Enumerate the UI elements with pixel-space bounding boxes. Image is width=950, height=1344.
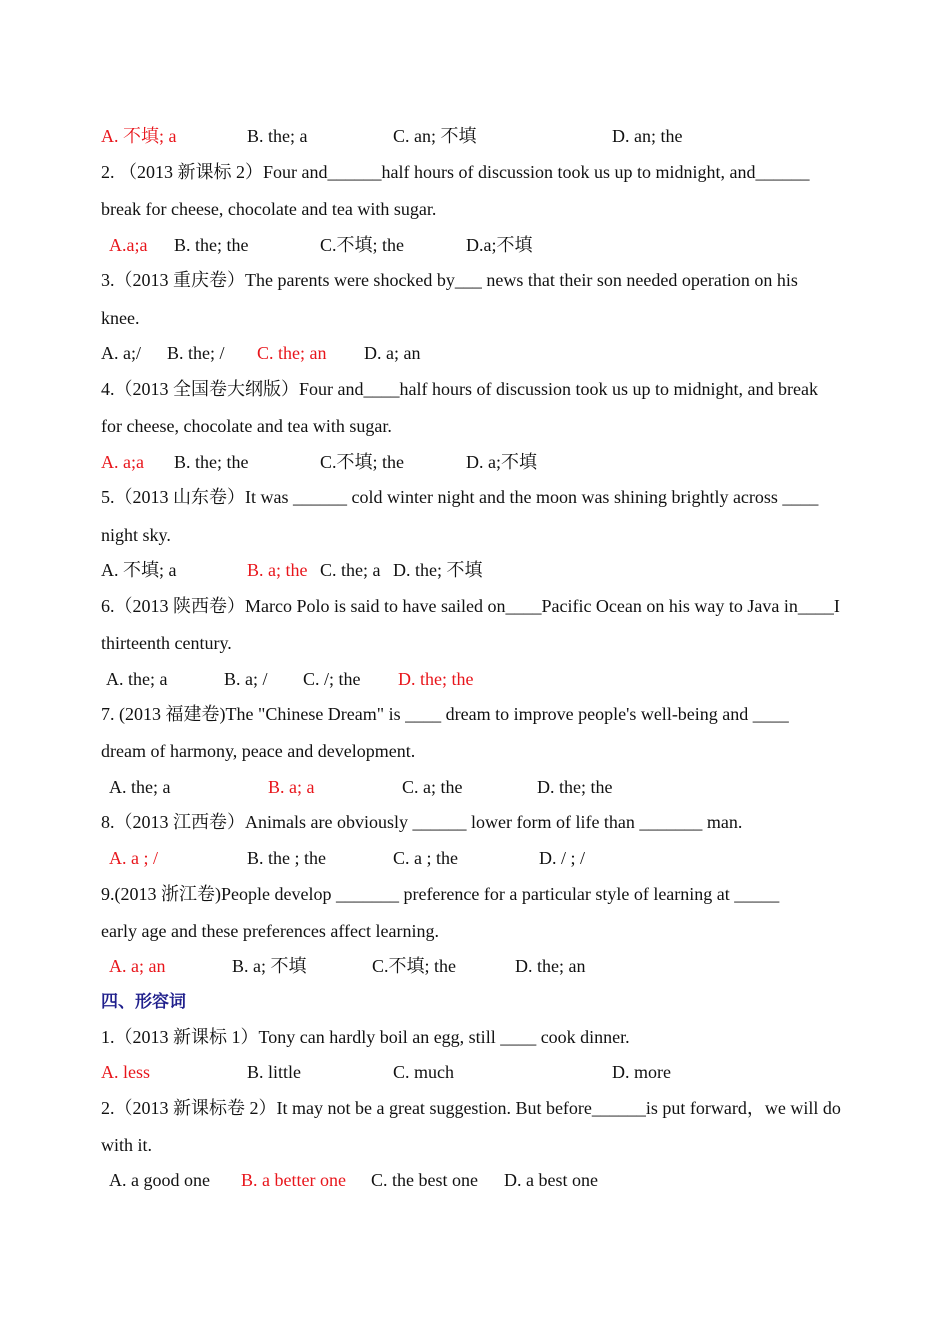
question-text: thirteenth century. (101, 633, 232, 653)
question-text: break for cheese, chocolate and tea with sugar. (101, 199, 437, 219)
answer-option: B. the ; the (247, 848, 326, 868)
answer-option-correct: A. a ; / (109, 848, 158, 868)
question-text: 9.(2013 浙江卷)People develop _______ preference for a particular style of learning at _____ (101, 884, 780, 904)
answer-option: C. the best one (371, 1170, 478, 1190)
answer-option: B. a; / (224, 669, 268, 689)
question-text: dream of harmony, peace and development. (101, 741, 416, 761)
question-text: 6.（2013 陕西卷）Marco Polo is said to have sailed on____Pacific Ocean on his way to Java in____I (101, 596, 840, 616)
answer-option: D. the; 不填 (393, 560, 483, 580)
section-heading: 四、形容词 (101, 992, 186, 1012)
answer-option: D. more (612, 1062, 671, 1082)
question-text: 5.（2013 山东卷）It was ______ cold winter night and the moon was shining brightly across ____ (101, 487, 819, 507)
answer-option-correct: B. a better one (241, 1170, 346, 1190)
answer-option: D. the; the (537, 777, 613, 797)
answer-option-correct: A. less (101, 1062, 150, 1082)
answer-option: B. the; / (167, 343, 225, 363)
question-text: 2.（2013 新课标卷 2）It may not be a great suggestion. But before______is put forward，we will do (101, 1098, 841, 1118)
answer-option: D. a;不填 (466, 452, 537, 472)
answer-option: C. much (393, 1062, 454, 1082)
answer-option: A. a good one (109, 1170, 210, 1190)
answer-option: A. 不填; a (101, 560, 177, 580)
question-text: night sky. (101, 525, 171, 545)
answer-option: A. the; a (106, 669, 168, 689)
answer-option: B. the; a (247, 126, 308, 146)
answer-option: C. /; the (303, 669, 361, 689)
answer-option: C. a ; the (393, 848, 458, 868)
answer-option: C.不填; the (320, 452, 404, 472)
answer-option: C. a; the (402, 777, 463, 797)
question-text: 7. (2013 福建卷)The "Chinese Dream" is ____ dream to improve people's well-being and ____ (101, 704, 789, 724)
answer-option: D. a best one (504, 1170, 598, 1190)
answer-option: D. an; the (612, 126, 683, 146)
answer-option: B. little (247, 1062, 301, 1082)
answer-option: C. an; 不填 (393, 126, 477, 146)
answer-option: C.不填; the (372, 956, 456, 976)
answer-option-correct: B. a; the (247, 560, 308, 580)
answer-option: D. / ; / (539, 848, 586, 868)
answer-option-correct: C. the; an (257, 343, 327, 363)
answer-option-correct: A. a; an (109, 956, 166, 976)
question-text: 3.（2013 重庆卷）The parents were shocked by___ news that their son needed operation on his (101, 270, 798, 290)
question-text: 2. （2013 新课标 2）Four and______half hours of discussion took us up to midnight, and______ (101, 162, 810, 182)
answer-option-correct: A. a;a (101, 452, 144, 472)
answer-option: A. a;/ (101, 343, 141, 363)
answer-option: B. the; the (174, 452, 249, 472)
answer-option: A. the; a (109, 777, 171, 797)
answer-option-correct: D. the; the (398, 669, 474, 689)
answer-option: B. a; 不填 (232, 956, 307, 976)
answer-option-correct: B. a; a (268, 777, 315, 797)
question-text: 4.（2013 全国卷大纲版）Four and____half hours of discussion took us up to midnight, and break (101, 379, 818, 399)
answer-option: D.a;不填 (466, 235, 533, 255)
question-text: knee. (101, 308, 140, 328)
answer-option-correct: A. 不填; a (101, 126, 177, 146)
answer-option: D. a; an (364, 343, 421, 363)
question-text: with it. (101, 1135, 153, 1155)
question-text: 1.（2013 新课标 1）Tony can hardly boil an egg, still ____ cook dinner. (101, 1027, 630, 1047)
answer-option: C.不填; the (320, 235, 404, 255)
question-text: early age and these preferences affect learning. (101, 921, 439, 941)
answer-option: C. the; a (320, 560, 381, 580)
answer-option-correct: A.a;a (109, 235, 148, 255)
answer-option: D. the; an (515, 956, 586, 976)
question-text: 8.（2013 江西卷）Animals are obviously ______ lower form of life than _______ man. (101, 812, 743, 832)
question-text: for cheese, chocolate and tea with sugar. (101, 416, 392, 436)
answer-option: B. the; the (174, 235, 249, 255)
